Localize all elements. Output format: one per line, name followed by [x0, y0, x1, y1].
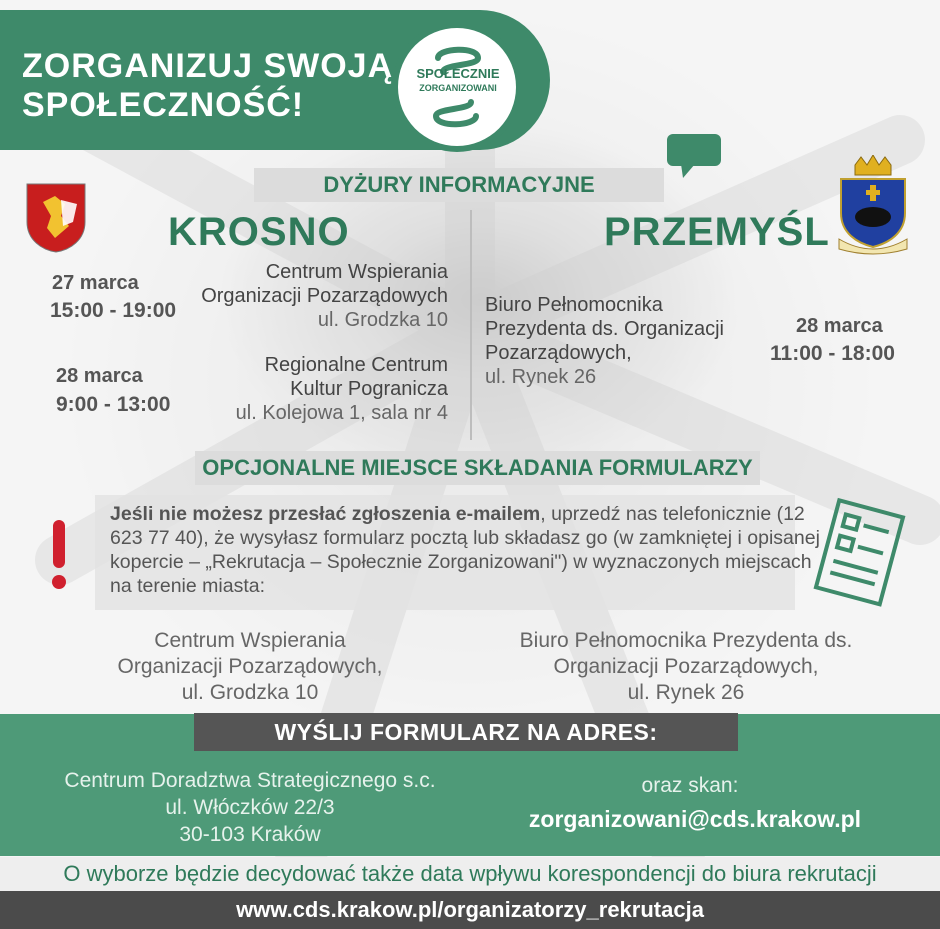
send-address: Centrum Doradztwa Strategicznego s.c. ul. Włóczków 22/3 30-103 Kraków [64, 769, 436, 846]
krosno-coat-of-arms-icon [25, 182, 87, 254]
krosno-slot2-date: 28 marca [56, 365, 143, 387]
krosno-slot1-place: Centrum Wspierania Organizacji Pozarządowych ul. Grodzka 10 [201, 261, 448, 331]
optional-heading: OPCJONALNE MIEJSCE SKŁADANIA FORMULARZY [195, 451, 760, 485]
email-link[interactable]: zorganizowani@cds.krakow.pl [528, 806, 862, 832]
dropoff-place-przemysl: Biuro Pełnomocnika Prezydenta ds. Organizacji Pozarządowych, ul. Rynek 26 [519, 629, 853, 704]
przemysl-place: Biuro Pełnomocnika Prezydenta ds. Organizacji Pozarządowych, ul. Rynek 26 [485, 294, 725, 388]
info-text: Jeśli nie możesz przesłać zgłoszenia e-mailem, uprzedź nas telefonicznie (12 623 77 40), że wysyłasz formularz pocztą lub składasz go (w zamkniętej i opisanej kopercie – „Rekrutacja – Społecznie Zorganizowani") w wyznaczonych miejscach na terenie miasta: [110, 503, 820, 597]
scan-label: oraz skan: [641, 774, 739, 797]
send-heading: WYŚLIJ FORMULARZ NA ADRES: [194, 713, 738, 751]
krosno-slot1-date: 27 marca [52, 272, 139, 294]
duty-heading: DYŻURY INFORMACYJNE [254, 168, 664, 202]
przemysl-time: 11:00 - 18:00 [770, 342, 895, 365]
przemysl-date: 28 marca [796, 315, 883, 337]
przemysl-coat-of-arms-icon [833, 155, 913, 257]
logo-text: SPOŁECZNIE ZORGANIZOWANI [416, 66, 500, 93]
page-title: ZORGANIZUJ SWOJĄ SPOŁECZNOŚĆ! [22, 47, 394, 124]
krosno-slot2-place: Regionalne Centrum Kultur Pogranicza ul. Kolejowa 1, sala nr 4 [235, 354, 448, 424]
krosno-slot2-time: 9:00 - 13:00 [56, 393, 171, 416]
footer-url-link[interactable]: www.cds.krakow.pl/organizatorzy_rekrutacja [0, 891, 940, 929]
krosno-slot1-time: 15:00 - 19:00 [50, 299, 177, 322]
exclamation-icon [50, 520, 68, 590]
divider [470, 210, 472, 440]
krosno-title: KROSNO [168, 210, 350, 254]
deadline-note: O wyborze będzie decydować także data wpływu korespondencji do biura rekrutacji [0, 857, 940, 891]
form-document-icon [806, 497, 910, 611]
przemysl-title: PRZEMYŚL [604, 210, 830, 254]
speech-bubble-icon [665, 132, 723, 180]
dropoff-place-krakow: Centrum Wspierania Organizacji Pozarządowych, ul. Grodzka 10 [117, 629, 383, 704]
